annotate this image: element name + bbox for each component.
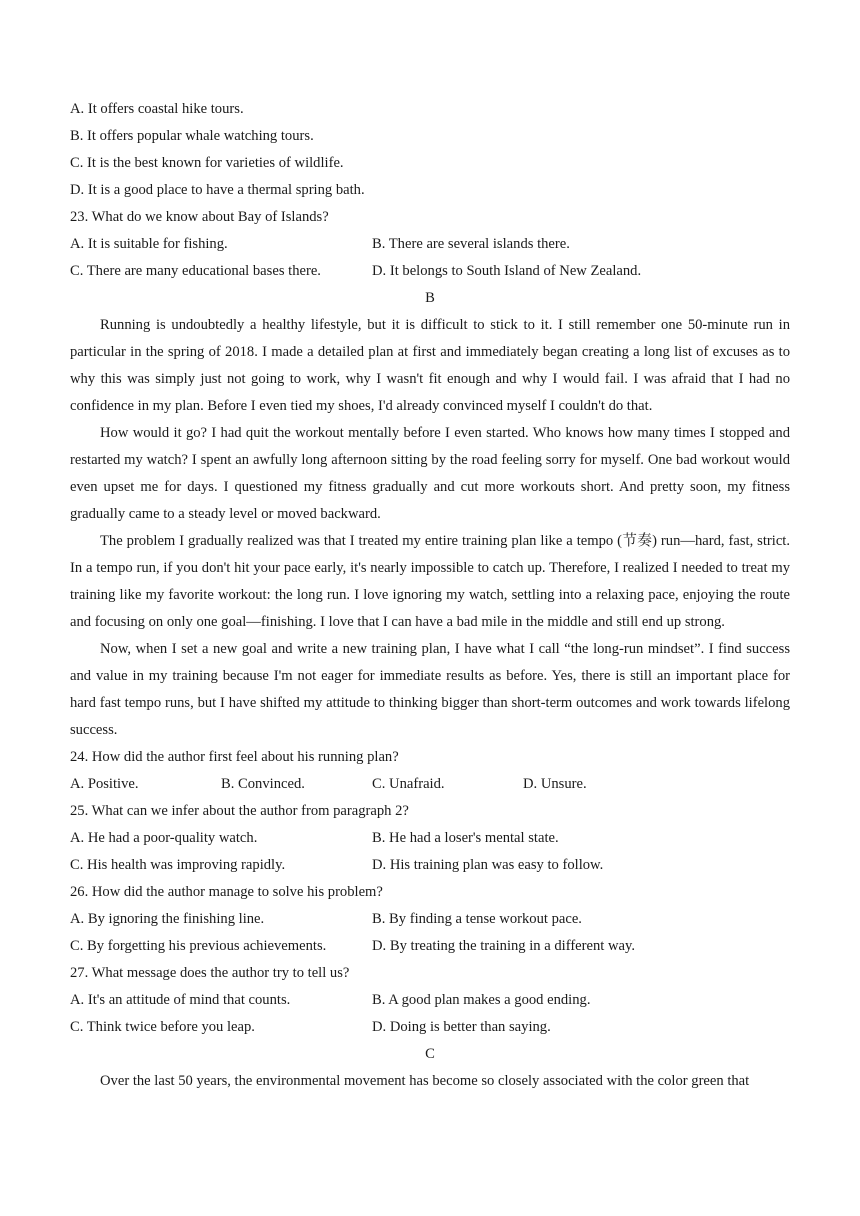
q25-question: 25. What can we infer about the author from paragraph 2? [70,803,409,819]
q24-option-a: A. Positive. [70,776,139,792]
q23-options-row-2 [70,258,790,285]
q24-option-b: B. Convinced. [221,776,305,792]
q26-option-d: D. By treating the training in a different way. [372,938,636,954]
q23-option-a: A. It is suitable for fishing. [70,236,228,252]
q26-option-c: C. By forgetting his previous achievements. [70,938,327,954]
q27-option-b: B. A good plan makes a good ending. [372,992,591,1008]
q23-options-row-1 [70,231,790,258]
q26-options-row-1 [70,906,790,933]
q25-option-c: C. His health was improving rapidly. [70,857,286,873]
q24-option-d: D. Unsure. [523,776,587,792]
q24-option-c: C. Unafraid. [372,776,445,792]
page-content [70,96,790,1095]
q25-options-row-1 [70,825,790,852]
passage-b-paragraph-3: The problem I gradually realized was that I treated my entire training plan like a tempo (节奏) run—hard, fast, strict. In a tempo run, if you don't hit your pace early, it's nearly impossible to catch up. Therefore, I realized I needed to treat my training like my favorite workout: the long run. I love ignoring my watch, settling into a relaxing pace, enjoying the route and focusing on only one goal—finishing. I love that I can have a bad mile in the middle and still end up strong. [70,533,790,630]
q23-question: 23. What do we know about Bay of Islands? [70,209,329,225]
q22-option-d: D. It is a good place to have a thermal spring bath. [70,182,365,198]
q22-option-a: A. It offers coastal hike tours. [70,101,244,117]
passage-c-paragraph-1: Over the last 50 years, the environmental movement has become so closely associated with the color green that [100,1073,750,1089]
section-b-heading: B [425,290,435,306]
q27-options-row-1 [70,987,790,1014]
q25-option-b: B. He had a loser's mental state. [372,830,559,846]
q24-question: 24. How did the author first feel about his running plan? [70,749,399,765]
q24-options-row [70,771,790,798]
q23-option-c: C. There are many educational bases there. [70,263,321,279]
q27-question: 27. What message does the author try to tell us? [70,965,350,981]
q23-option-d: D. It belongs to South Island of New Zealand. [372,263,642,279]
q26-option-a: A. By ignoring the finishing line. [70,911,265,927]
q23-option-b: B. There are several islands there. [372,236,570,252]
q27-option-a: A. It's an attitude of mind that counts. [70,992,291,1008]
q22-option-c: C. It is the best known for varieties of wildlife. [70,155,344,171]
q27-options-row-2 [70,1014,790,1041]
q22-option-b: B. It offers popular whale watching tours. [70,128,314,144]
q26-question: 26. How did the author manage to solve his problem? [70,884,383,900]
section-c-heading: C [425,1046,435,1062]
q27-option-d: D. Doing is better than saying. [372,1019,551,1035]
passage-b-paragraph-2: How would it go? I had quit the workout mentally before I even started. Who knows how many times I stopped and restarted my watch? I spent an awfully long afternoon sitting by the road feeling sorry for myself. One bad workout would even upset me for days. I questioned my fitness gradually and cut more workouts short. And pretty soon, my fitness gradually came to a steady level or moved backward. [70,425,790,522]
q25-option-a: A. He had a poor-quality watch. [70,830,258,846]
q25-options-row-2 [70,852,790,879]
q26-option-b: B. By finding a tense workout pace. [372,911,582,927]
q27-option-c: C. Think twice before you leap. [70,1019,255,1035]
q26-options-row-2 [70,933,790,960]
passage-b-paragraph-1: Running is undoubtedly a healthy lifestyle, but it is difficult to stick to it. I still remember one 50-minute run in particular in the spring of 2018. I made a detailed plan at first and immediately began creating a long list of excuses as to why this was simply just not going to work, why I wasn't fit enough and why I would fail. I was afraid that I had no confidence in my plan. Before I even tied my shoes, I'd already convinced myself I couldn't do that. [70,317,790,414]
q25-option-d: D. His training plan was easy to follow. [372,857,604,873]
passage-b-paragraph-4: Now, when I set a new goal and write a new training plan, I have what I call “the long-run mindset”. I find success and value in my training because I'm not eager for immediate results as before. Yes, there is still an important place for hard fast tempo runs, but I have shifted my attitude to thinking bigger than short-term outcomes and work towards lifelong success. [70,641,790,738]
